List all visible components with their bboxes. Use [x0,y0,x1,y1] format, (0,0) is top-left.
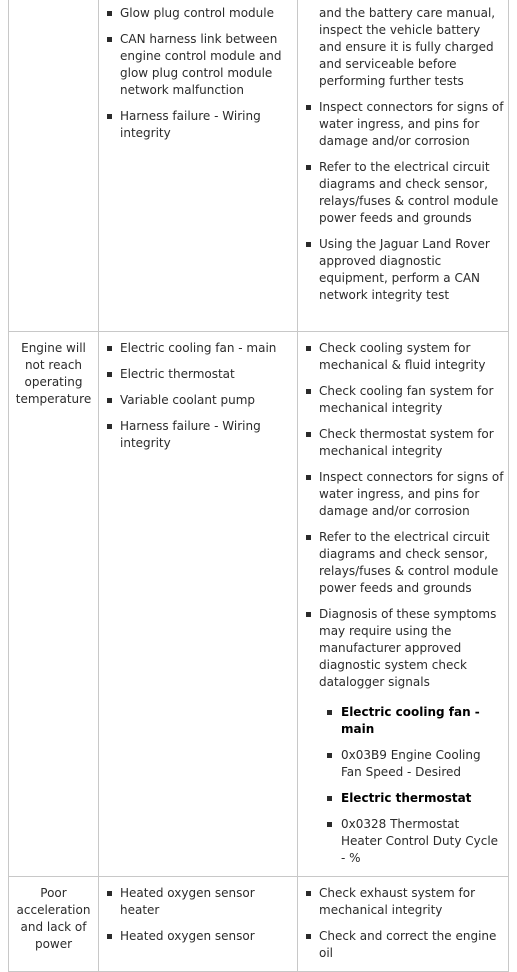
causes-list [99,332,297,452]
list-item: Electric cooling fan - main [99,340,297,357]
square-bullet-icon [107,934,112,939]
actions-list [298,0,508,304]
square-bullet-icon [327,822,332,827]
square-bullet-icon [107,398,112,403]
signal-group-heading: Electric cooling fan - main [319,704,504,738]
symptom-cell [9,0,99,332]
square-bullet-icon [107,424,112,429]
actions-list [298,332,508,867]
table-row [9,332,509,877]
signal-item: 0x03B9 Engine Cooling Fan Speed - Desired [319,747,504,781]
square-bullet-icon [306,346,311,351]
actions-list [298,877,508,962]
square-bullet-icon [306,934,311,939]
list-item: Heated oxygen sensor heater [99,885,297,919]
list-item: Glow plug control module [99,5,297,22]
list-item: Diagnosis of these symptoms may require using the manufacturer approved diagnostic system check datalogger signals Electric cooling fan - main 0x03B9 Engine Cooling Fan Speed - Desired Electric thermostat 0x0328 Thermostat Heater Control Duty Cycle - % [298,606,508,867]
square-bullet-icon [306,612,311,617]
symptom-cell: Poor acceleration and lack of power [9,877,99,972]
signal-item: 0x0328 Thermostat Heater Control Duty Cycle - % [319,816,504,867]
list-item: Check cooling system for mechanical & fluid integrity [298,340,508,374]
actions-cell [298,0,509,332]
list-item: Harness failure - Wiring integrity [99,418,297,452]
square-bullet-icon [107,11,112,16]
list-item: Refer to the electrical circuit diagrams and check sensor, relays/fuses & control module power feeds and grounds [298,529,508,597]
signal-group-heading: Electric thermostat [319,790,504,807]
table-row [9,0,509,332]
square-bullet-icon [327,796,332,801]
symptom-chart-table [8,0,509,972]
list-item-continued: and the battery care manual, inspect the vehicle battery and ensure it is fully charged and serviceable before performing further tests [319,6,496,88]
square-bullet-icon [306,242,311,247]
list-item: Check thermostat system for mechanical integrity [298,426,508,460]
causes-list [99,877,297,945]
symptom-cell: Engine will not reach operating temperature [9,332,99,877]
list-item: Variable coolant pump [99,392,297,409]
square-bullet-icon [327,753,332,758]
list-item: CAN harness link between engine control module and glow plug control module network malfunction [99,31,297,99]
square-bullet-icon [306,535,311,540]
square-bullet-icon [306,891,311,896]
square-bullet-icon [306,389,311,394]
square-bullet-icon [306,105,311,110]
square-bullet-icon [327,710,332,715]
square-bullet-icon [107,891,112,896]
square-bullet-icon [107,114,112,119]
list-item: Refer to the electrical circuit diagrams and check sensor, relays/fuses & control module power feeds and grounds [298,159,508,227]
square-bullet-icon [107,346,112,351]
causes-cell [99,332,298,877]
list-item: Electric thermostat [99,366,297,383]
list-item: Check cooling fan system for mechanical integrity [298,383,508,417]
list-item: Check and correct the engine oil [298,928,508,962]
list-item: Inspect connectors for signs of water ingress, and pins for damage and/or corrosion [298,99,508,150]
list-item: Heated oxygen sensor [99,928,297,945]
causes-cell [99,0,298,332]
list-item: Harness failure - Wiring integrity [99,108,297,142]
causes-list [99,0,297,142]
square-bullet-icon [306,165,311,170]
table-row [9,877,509,972]
causes-cell [99,877,298,972]
actions-cell [298,877,509,972]
list-item: Using the Jaguar Land Rover approved diagnostic equipment, perform a CAN network integrity test [298,236,508,304]
list-item: Check exhaust system for mechanical integrity [298,885,508,919]
square-bullet-icon [306,475,311,480]
list-item: Inspect connectors for signs of water ingress, and pins for damage and/or corrosion [298,469,508,520]
square-bullet-icon [107,37,112,42]
actions-cell [298,332,509,877]
square-bullet-icon [306,432,311,437]
datalogger-signals-list [319,696,504,867]
square-bullet-icon [107,372,112,377]
